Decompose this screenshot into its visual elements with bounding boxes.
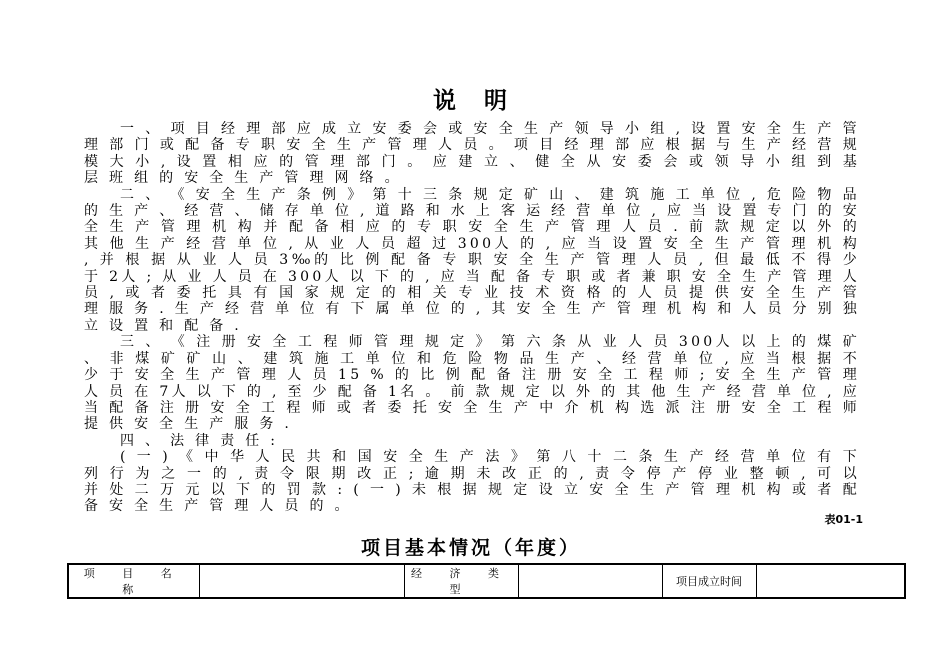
project-name-label: 项 目 名 称 (68, 564, 199, 598)
table-number: 表01-1 (824, 513, 863, 526)
established-time-label: 项目成立时间 (662, 564, 756, 598)
paragraph-3: 三 、 《 注 册 安 全 工 程 师 管 理 规 定 》 第 六 条 从 业 人 员 300人 以 上 的 煤 矿 、 非 煤 矿 矿 山 、 建 筑 施 工 单 位 和 危 险 物 品 生 产 、 经 营 单 位 , 应 当 根 据 不 少 于 安 全 生 产 管 理 人 员 15 % 的 比 例 配 备 注 册 安 全 工 程 师 ; 安 全 生 产 管 理 人 员 在 7人 以 下 的 , 至 少 配 备 1名 。 前 款 规 定 以 外 的 其 他 生 产 经 营 单 位 , 应 当 配 备 注 册 安 全 工 程 师 或 者 委 托 安 全 生 产 中 介 机 构 选 派 注 册 安 全 工 程 师 提 供 安 全 生 产 服 务 . (84, 334, 860, 433)
economy-type-field[interactable] (518, 564, 662, 598)
table-row (68, 564, 905, 598)
economy-type-label: 经 济 类 型 (404, 564, 518, 598)
established-time-field[interactable] (756, 564, 905, 598)
paragraph-5: ( 一 ) 《 中 华 人 民 共 和 国 安 全 生 产 法 》 第 八 十 二 条 生 产 经 营 单 位 有 下 列 行 为 之 一 的 , 责 令 限 期 改 正 ; 逾 期 未 改 正 的 , 责 令 停 产 停 业 整 顿 , 可 以 并 处 二 万 元 以 下 的 罚 款 : ( 一 ) 未 根 据 规 定 设 立 安 全 生 产 管 理 机 构 或 者 配 备 安 全 生 产 管 理 人 员 的 。 (84, 449, 860, 515)
document-title: 说 明 (432, 87, 517, 114)
instructions-body (84, 121, 860, 515)
paragraph-4: 四 、 法 律 责 任 : (120, 432, 279, 449)
paragraph-2: 二 、 《 安 全 生 产 条 例 》 第 十 三 条 规 定 矿 山 、 建 筑 施 工 单 位 , 危 险 物 品 的 生 产 、 经 营 、 储 存 单 位 , 道 路 和 水 上 客 运 经 营 单 位 , 应 当 设 置 专 门 的 安 全 生 产 管 理 机 构 并 配 备 相 应 的 专 职 安 全 生 产 管 理 人 员 . 前 款 规 定 以 外 的 其 他 生 产 经 营 单 位 , 从 业 人 员 超 过 300人 的 , 应 当 设 置 安 全 生 产 管 理 机 构 , 并 根 据 从 业 人 员 3‰的 比 例 配 备 专 职 安 全 生 产 管 理 人 员 , 但 最 低 不 得 少 于 2人 ; 从 业 人 员 在 300人 以 下 的 , 应 当 配 备 专 职 或 者 兼 职 安 全 生 产 管 理 人 员 , 或 者 委 托 具 有 国 家 规 定 的 相 关 专 业 技 术 资 格 的 人 员 提 供 安 全 生 产 管 理 服 务 . 生 产 经 营 单 位 有 下 属 单 位 的 , 其 安 全 生 产 管 理 机 构 和 人 员 分 别 独 立 设 置 和 配 备 . (84, 186, 860, 334)
form-title: 项目基本情况（年度） (360, 537, 581, 559)
project-name-field[interactable] (199, 564, 404, 598)
paragraph-1: 一 、 项 目 经 理 部 应 成 立 安 委 会 或 安 全 生 产 领 导 小 组 , 设 置 安 全 生 产 管 理 部 门 或 配 备 专 职 安 全 生 产 管 理 人 员 。 项 目 经 理 部 应 根 据 与 生 产 经 营 规 模 大 小 , 设 置 相 应 的 管 理 部 门 。 应 建 立 、 健 全 从 安 委 会 或 领 导 小 组 到 基 层 班 组 的 安 全 生 产 管 理 网 络 。 (84, 121, 860, 187)
project-info-table (67, 563, 906, 599)
